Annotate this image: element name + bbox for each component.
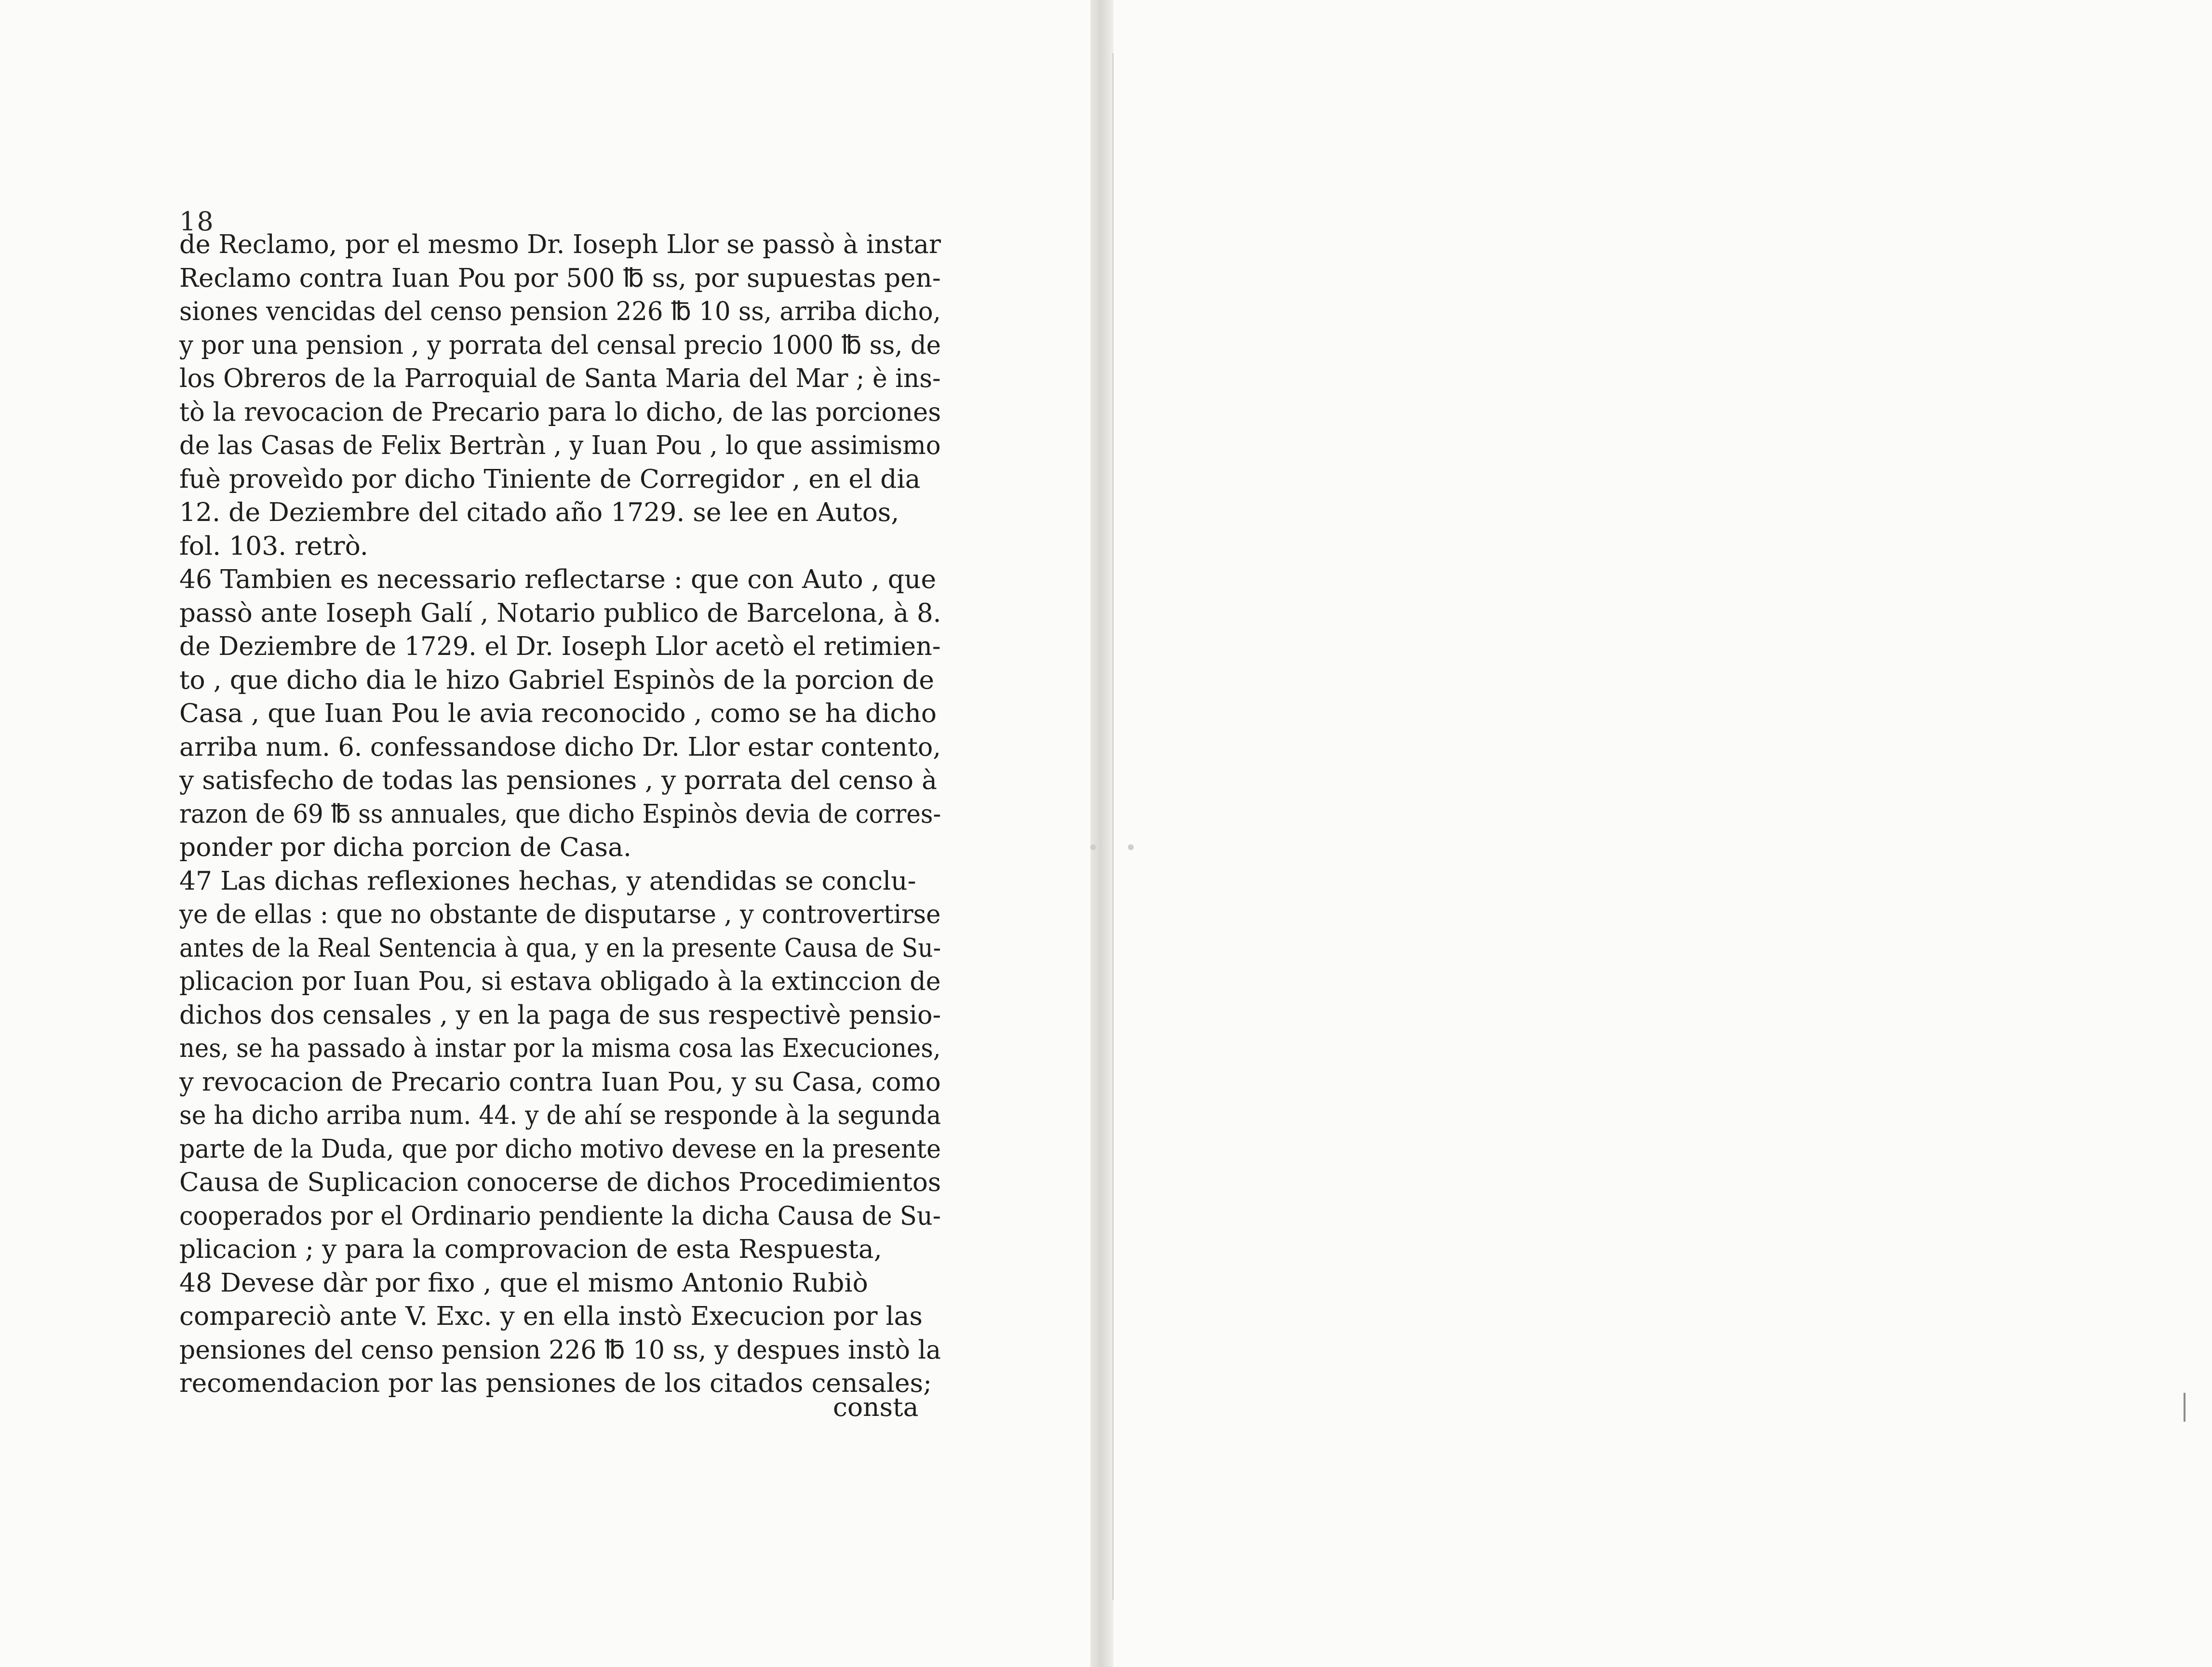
binding-dot bbox=[1128, 844, 1134, 850]
text-line: los Obreros de la Parroquial de Santa Maria del Mar ; è ins- bbox=[179, 363, 941, 393]
text-line: plicacion por Iuan Pou, si estava obligado à la extinccion de bbox=[179, 966, 941, 996]
text-line: 48 Devese dàr por fixo , que el mismo Antonio Rubiò bbox=[179, 1267, 868, 1298]
page-number: 18 bbox=[179, 206, 214, 237]
text-line: pensiones del censo pension 226 ℔ 10 ss, y despues instò la bbox=[179, 1334, 941, 1365]
text-line: razon de 69 ℔ ss annuales, que dicho Espinòs devia de corres- bbox=[179, 798, 941, 829]
text-line: fuè proveìdo por dicho Tiniente de Corregidor , en el dia bbox=[179, 463, 921, 494]
text-line: 46 Tambien es necessario reflectarse : que con Auto , que bbox=[179, 564, 937, 594]
text-line: de las Casas de Felix Bertràn , y Iuan Pou , lo que assimismo bbox=[179, 430, 941, 460]
text-line: y por una pension , y porrata del censal precio 1000 ℔ ss, de bbox=[179, 329, 941, 360]
text-line: nes, se ha passado à instar por la misma cosa las Execuciones, bbox=[179, 1033, 941, 1063]
text-line: Casa , que Iuan Pou le avia reconocido , como se ha dicho bbox=[179, 698, 937, 728]
left-page bbox=[0, 0, 1090, 1667]
text-line: y revocacion de Precario contra Iuan Pou, y su Casa, como bbox=[179, 1066, 941, 1097]
text-line: arriba num. 6. confessandose dicho Dr. Llor estar contento, bbox=[179, 731, 941, 762]
binding-dot bbox=[1090, 844, 1096, 850]
text-line: 47 Las dichas reflexiones hechas, y atendidas se conclu- bbox=[179, 865, 916, 896]
binding-gutter bbox=[1090, 0, 1113, 1667]
text-line: ye de ellas : que no obstante de disputarse , y controvertirse bbox=[179, 899, 941, 929]
text-line: parte de la Duda, que por dicho motivo devese en la presente bbox=[179, 1133, 941, 1164]
text-line: se ha dicho arriba num. 44. y de ahí se responde à la segunda bbox=[179, 1100, 941, 1130]
text-line: de Deziembre de 1729. el Dr. Ioseph Llor acetò el retimien- bbox=[179, 631, 941, 661]
text-line: siones vencidas del censo pension 226 ℔ 10 ss, arriba dicho, bbox=[179, 296, 941, 326]
text-line: fol. 103. retrò. bbox=[179, 530, 368, 561]
text-line: 12. de Deziembre del citado año 1729. se lee en Autos, bbox=[179, 497, 899, 527]
text-line: de Reclamo, por el mesmo Dr. Ioseph Llor se passò à instar bbox=[179, 229, 941, 259]
text-line: ponder por dicha porcion de Casa. bbox=[179, 832, 632, 862]
text-line: dichos dos censales , y en la paga de sus respectivè pensio- bbox=[179, 999, 941, 1030]
text-line: tò la revocacion de Precario para lo dicho, de las porciones bbox=[179, 396, 941, 427]
text-line: plicacion ; y para la comprovacion de esta Respuesta, bbox=[179, 1234, 882, 1264]
text-line: recomendacion por las pensiones de los citados censales; bbox=[179, 1368, 932, 1398]
text-line: y satisfecho de todas las pensiones , y porrata del censo à bbox=[179, 765, 937, 795]
right-page bbox=[1113, 0, 2212, 1667]
text-line: Causa de Suplicacion conocerse de dichos Procedimientos bbox=[179, 1167, 941, 1197]
text-line: compareciò ante V. Exc. y en ella instò Execucion por las bbox=[179, 1301, 923, 1331]
text-line: to , que dicho dia le hizo Gabriel Espinòs de la porcion de bbox=[179, 664, 935, 695]
text-line: Reclamo contra Iuan Pou por 500 ℔ ss, por supuestas pen- bbox=[179, 262, 941, 293]
catchword: consta bbox=[833, 1392, 919, 1422]
text-line: antes de la Real Sentencia à qua, y en la presente Causa de Su- bbox=[179, 932, 941, 963]
edge-mark bbox=[2184, 1393, 2185, 1422]
text-line: cooperados por el Ordinario pendiente la dicha Causa de Su- bbox=[179, 1200, 941, 1231]
text-line: passò ante Ioseph Galí , Notario publico de Barcelona, à 8. bbox=[179, 597, 941, 628]
body-text bbox=[179, 227, 941, 1400]
